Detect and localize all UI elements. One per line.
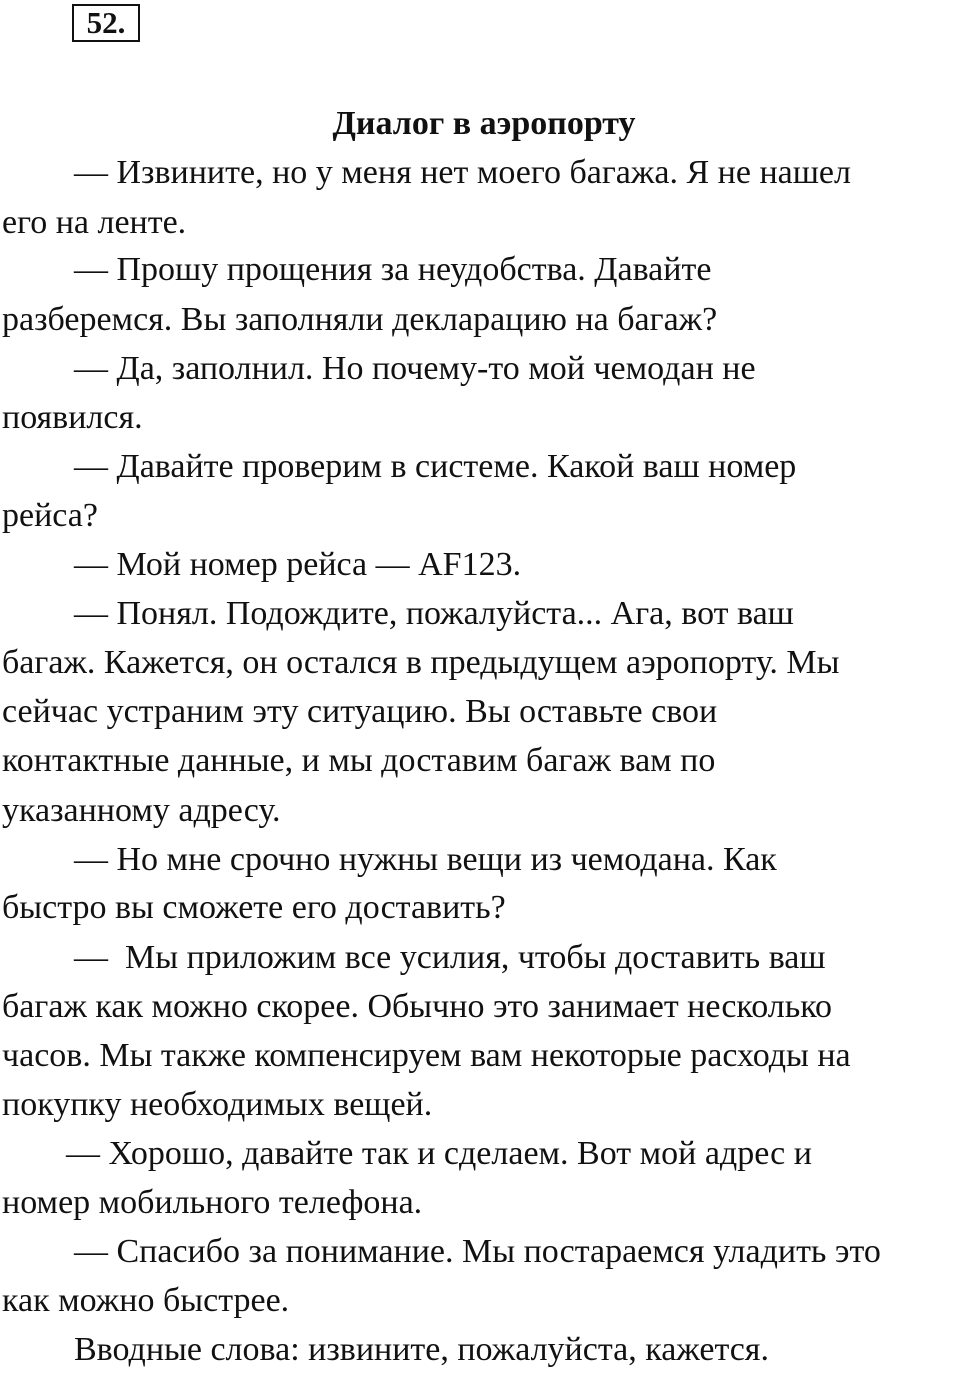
dialogue-line-16: быстро вы сможете его доставить? xyxy=(2,889,506,926)
dialogue-line-13: контактные данные, и мы доставим багаж вам по xyxy=(2,742,716,779)
dialogue-line-8: рейса? xyxy=(2,497,98,534)
dialogue-line-23: — Спасибо за понимание. Мы постараемся уладить это xyxy=(74,1233,881,1270)
dialogue-line-4: разберемся. Вы заполняли декларацию на багаж? xyxy=(2,301,718,338)
dialogue-line-12: сейчас устраним эту ситуацию. Вы оставьте свои xyxy=(2,693,718,730)
dialogue-line-9: — Мой номер рейса — AF123. xyxy=(74,546,522,583)
dialogue-line-21: — Хорошо, давайте так и сделаем. Вот мой адрес и xyxy=(66,1135,812,1172)
dialogue-line-20: покупку необходимых вещей. xyxy=(2,1086,433,1123)
dialogue-line-3: — Прошу прощения за неудобства. Давайте xyxy=(74,251,712,288)
dialogue-line-1: — Извините, но у меня нет моего багажа. Я не нашел xyxy=(74,154,851,191)
dialogue-line-17: — Мы приложим все усилия, чтобы доставить ваш xyxy=(74,939,826,976)
dialogue-line-7: — Давайте проверим в системе. Какой ваш номер xyxy=(74,448,797,485)
introductory-words-note: Вводные слова: извините, пожалуйста, кажется. xyxy=(74,1331,769,1368)
dialogue-title: Диалог в аэропорту xyxy=(332,105,636,142)
dialogue-line-6: появился. xyxy=(2,399,143,436)
dialogue-line-24: как можно быстрее. xyxy=(2,1282,290,1319)
dialogue-line-2: его на ленте. xyxy=(2,204,187,241)
dialogue-line-14: указанному адресу. xyxy=(2,792,281,829)
dialogue-line-19: часов. Мы также компенсируем вам некоторые расходы на xyxy=(2,1037,851,1074)
dialogue-line-11: багаж. Кажется, он остался в предыдущем аэропорту. Мы xyxy=(2,644,840,681)
task-number-box: 52. xyxy=(72,4,140,42)
dialogue-line-5: — Да, заполнил. Но почему-то мой чемодан не xyxy=(74,350,756,387)
dialogue-line-18: багаж как можно скорее. Обычно это занимает несколько xyxy=(2,988,833,1025)
dialogue-line-15: — Но мне срочно нужны вещи из чемодана. Как xyxy=(74,841,777,878)
dialogue-line-22: номер мобильного телефона. xyxy=(2,1184,423,1221)
dialogue-line-10: — Понял. Подождите, пожалуйста... Ага, вот ваш xyxy=(74,595,794,632)
